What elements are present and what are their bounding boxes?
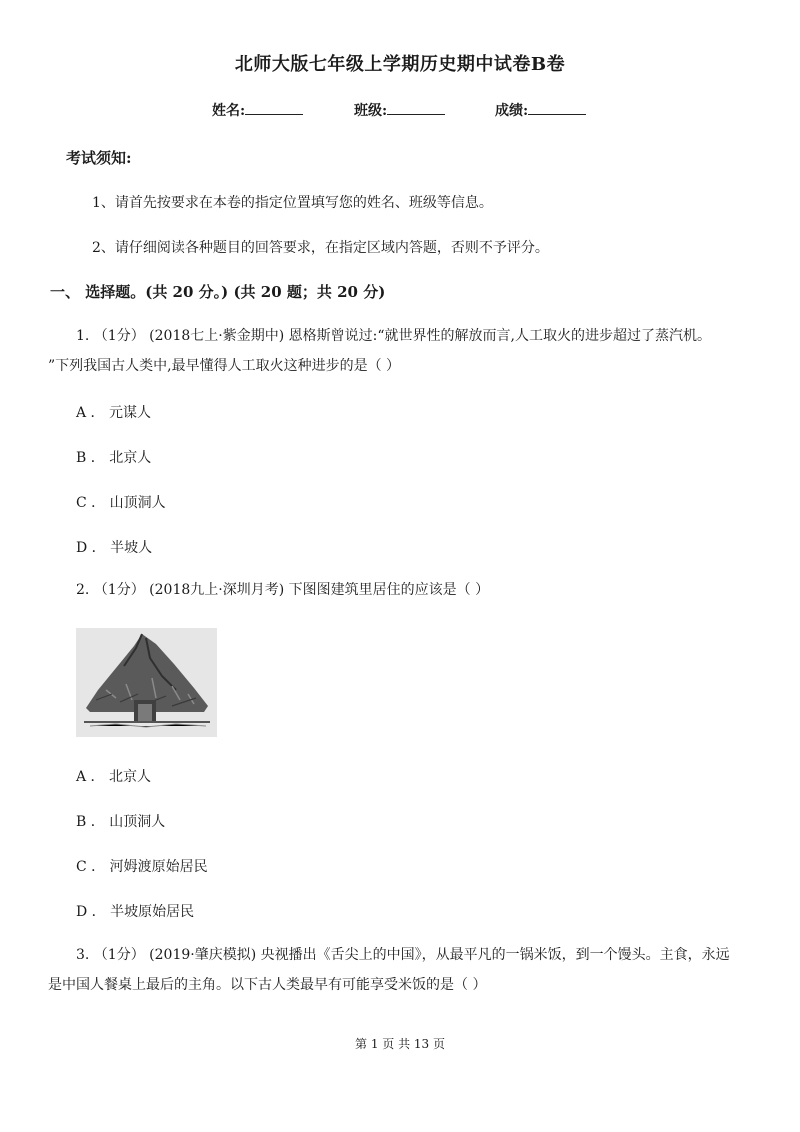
question-1-option-d: D ． 半坡人 [76, 540, 153, 556]
score-label: 成绩: [495, 103, 529, 119]
score-field [495, 100, 586, 120]
question-1-stem: 1. （1分） (2018七上·紫金期中) 恩格斯曾说过:“就世界性的解放而言,人工取火的进步超过了蒸汽机。 [76, 328, 711, 344]
class-label: 班级: [354, 103, 388, 119]
score-blank [528, 102, 586, 115]
class-blank [387, 102, 445, 115]
question-1-option-b: B ． 北京人 [76, 450, 152, 466]
name-label: 姓名: [212, 103, 246, 119]
notice-item: 1、请首先按要求在本卷的指定位置填写您的姓名、班级等信息。 [92, 195, 493, 211]
question-2-stem: 2. （1分） (2018九上·深圳月考) 下图图建筑里居住的应该是（ ） [76, 582, 490, 598]
question-1-option-a: A ． 元谋人 [76, 405, 152, 421]
name-field [212, 100, 303, 120]
question-2-option-a: A ． 北京人 [76, 769, 152, 785]
page-title: 北师大版七年级上学期历史期中试卷B卷 [234, 54, 566, 75]
question-2-option-d: D ． 半坡原始居民 [76, 904, 195, 920]
question-3-stem: 3. （1分） (2019·肇庆模拟) 央视播出《舌尖上的中国》，从最平凡的一锅米饭，到一个馒头。主食，永远 [76, 947, 730, 963]
thatched-hut-image [76, 628, 217, 737]
class-field [354, 100, 445, 120]
page-footer: 第 1 页 共 13 页 [355, 1037, 445, 1051]
question-3-stem-cont: 是中国人餐桌上最后的主角。以下古人类最早有可能享受米饭的是（ ） [48, 977, 487, 993]
notice-heading: 考试须知: [66, 149, 132, 167]
name-blank [245, 102, 303, 115]
question-1-option-c: C ． 山顶洞人 [76, 495, 166, 511]
notice-item: 2、请仔细阅读各种题目的回答要求，在指定区域内答题，否则不予评分。 [92, 240, 549, 256]
question-2-option-b: B ． 山顶洞人 [76, 814, 166, 830]
question-2-option-c: C ． 河姆渡原始居民 [76, 859, 208, 875]
question-1-stem-cont: ”下列我国古人类中,最早懂得人工取火这种进步的是（ ） [48, 358, 401, 374]
section-heading: 一、 选择题。(共 20 分。) (共 20 题；共 20 分) [50, 283, 386, 301]
